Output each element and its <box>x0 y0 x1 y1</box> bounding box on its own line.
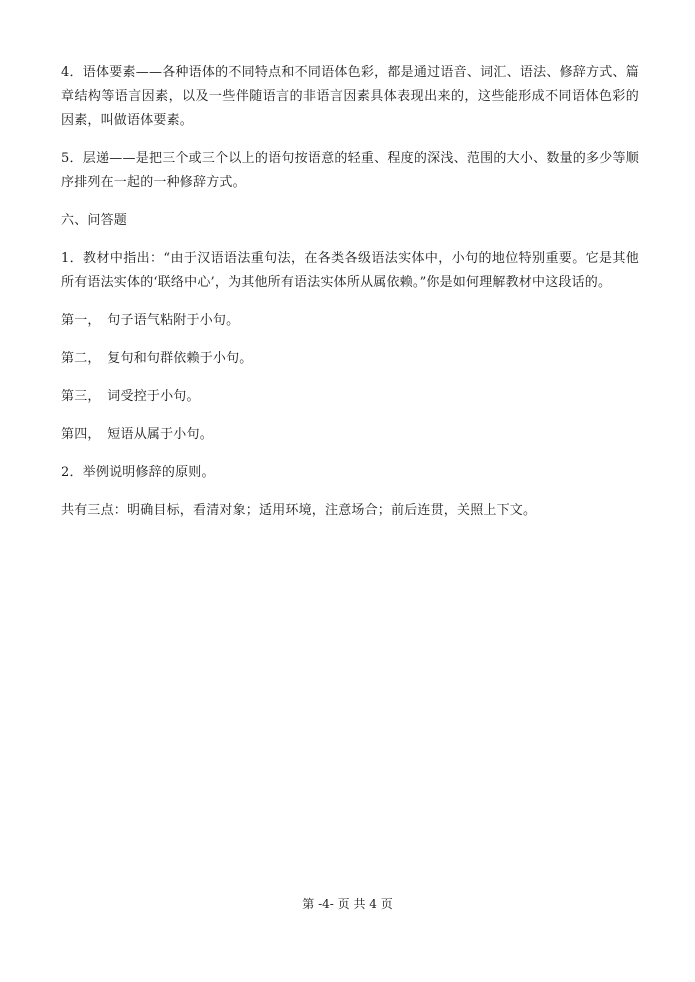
answer-point-3: 第三， 词受控于小句。 <box>61 389 200 404</box>
definition-paragraph-4: 4．语体要素——各种语体的不同特点和不同语体色彩，都是通过语音、词汇、语法、修辞方式、篇章结构等语言因素，以及一些伴随语言的非语言因素具体表现出来的，这些能形成不同语体色彩的因素，叫做语体要素。 <box>61 65 639 128</box>
answer-point-4: 第四， 短语从属于小句。 <box>61 427 213 442</box>
answer-point-1: 第一， 句子语气粘附于小句。 <box>61 313 240 328</box>
question-1: 1．教材中指出：“由于汉语语法重句法，在各类各级语法实体中，小句的地位特别重要。它是其他所有语法实体的‘联络中心’，为其他所有语法实体所从属依赖。”你是如何理解教材中这段话的。 <box>61 251 639 290</box>
question-2: 2．举例说明修辞的原则。 <box>61 465 215 480</box>
section-heading-6: 六、问答题 <box>61 213 128 228</box>
answer-point-2: 第二， 复句和句群依赖于小句。 <box>61 351 253 366</box>
page-footer: 第 -4- 页 共 4 页 <box>302 897 393 911</box>
definition-paragraph-5: 5．层递——是把三个或三个以上的语句按语意的轻重、程度的深浅、范围的大小、数量的多少等顺序排列在一起的一种修辞方式。 <box>61 151 639 190</box>
answer-question-2: 共有三点：明确目标，看清对象；适用环境，注意场合；前后连贯，关照上下文。 <box>61 503 537 518</box>
document-body <box>61 61 639 537</box>
